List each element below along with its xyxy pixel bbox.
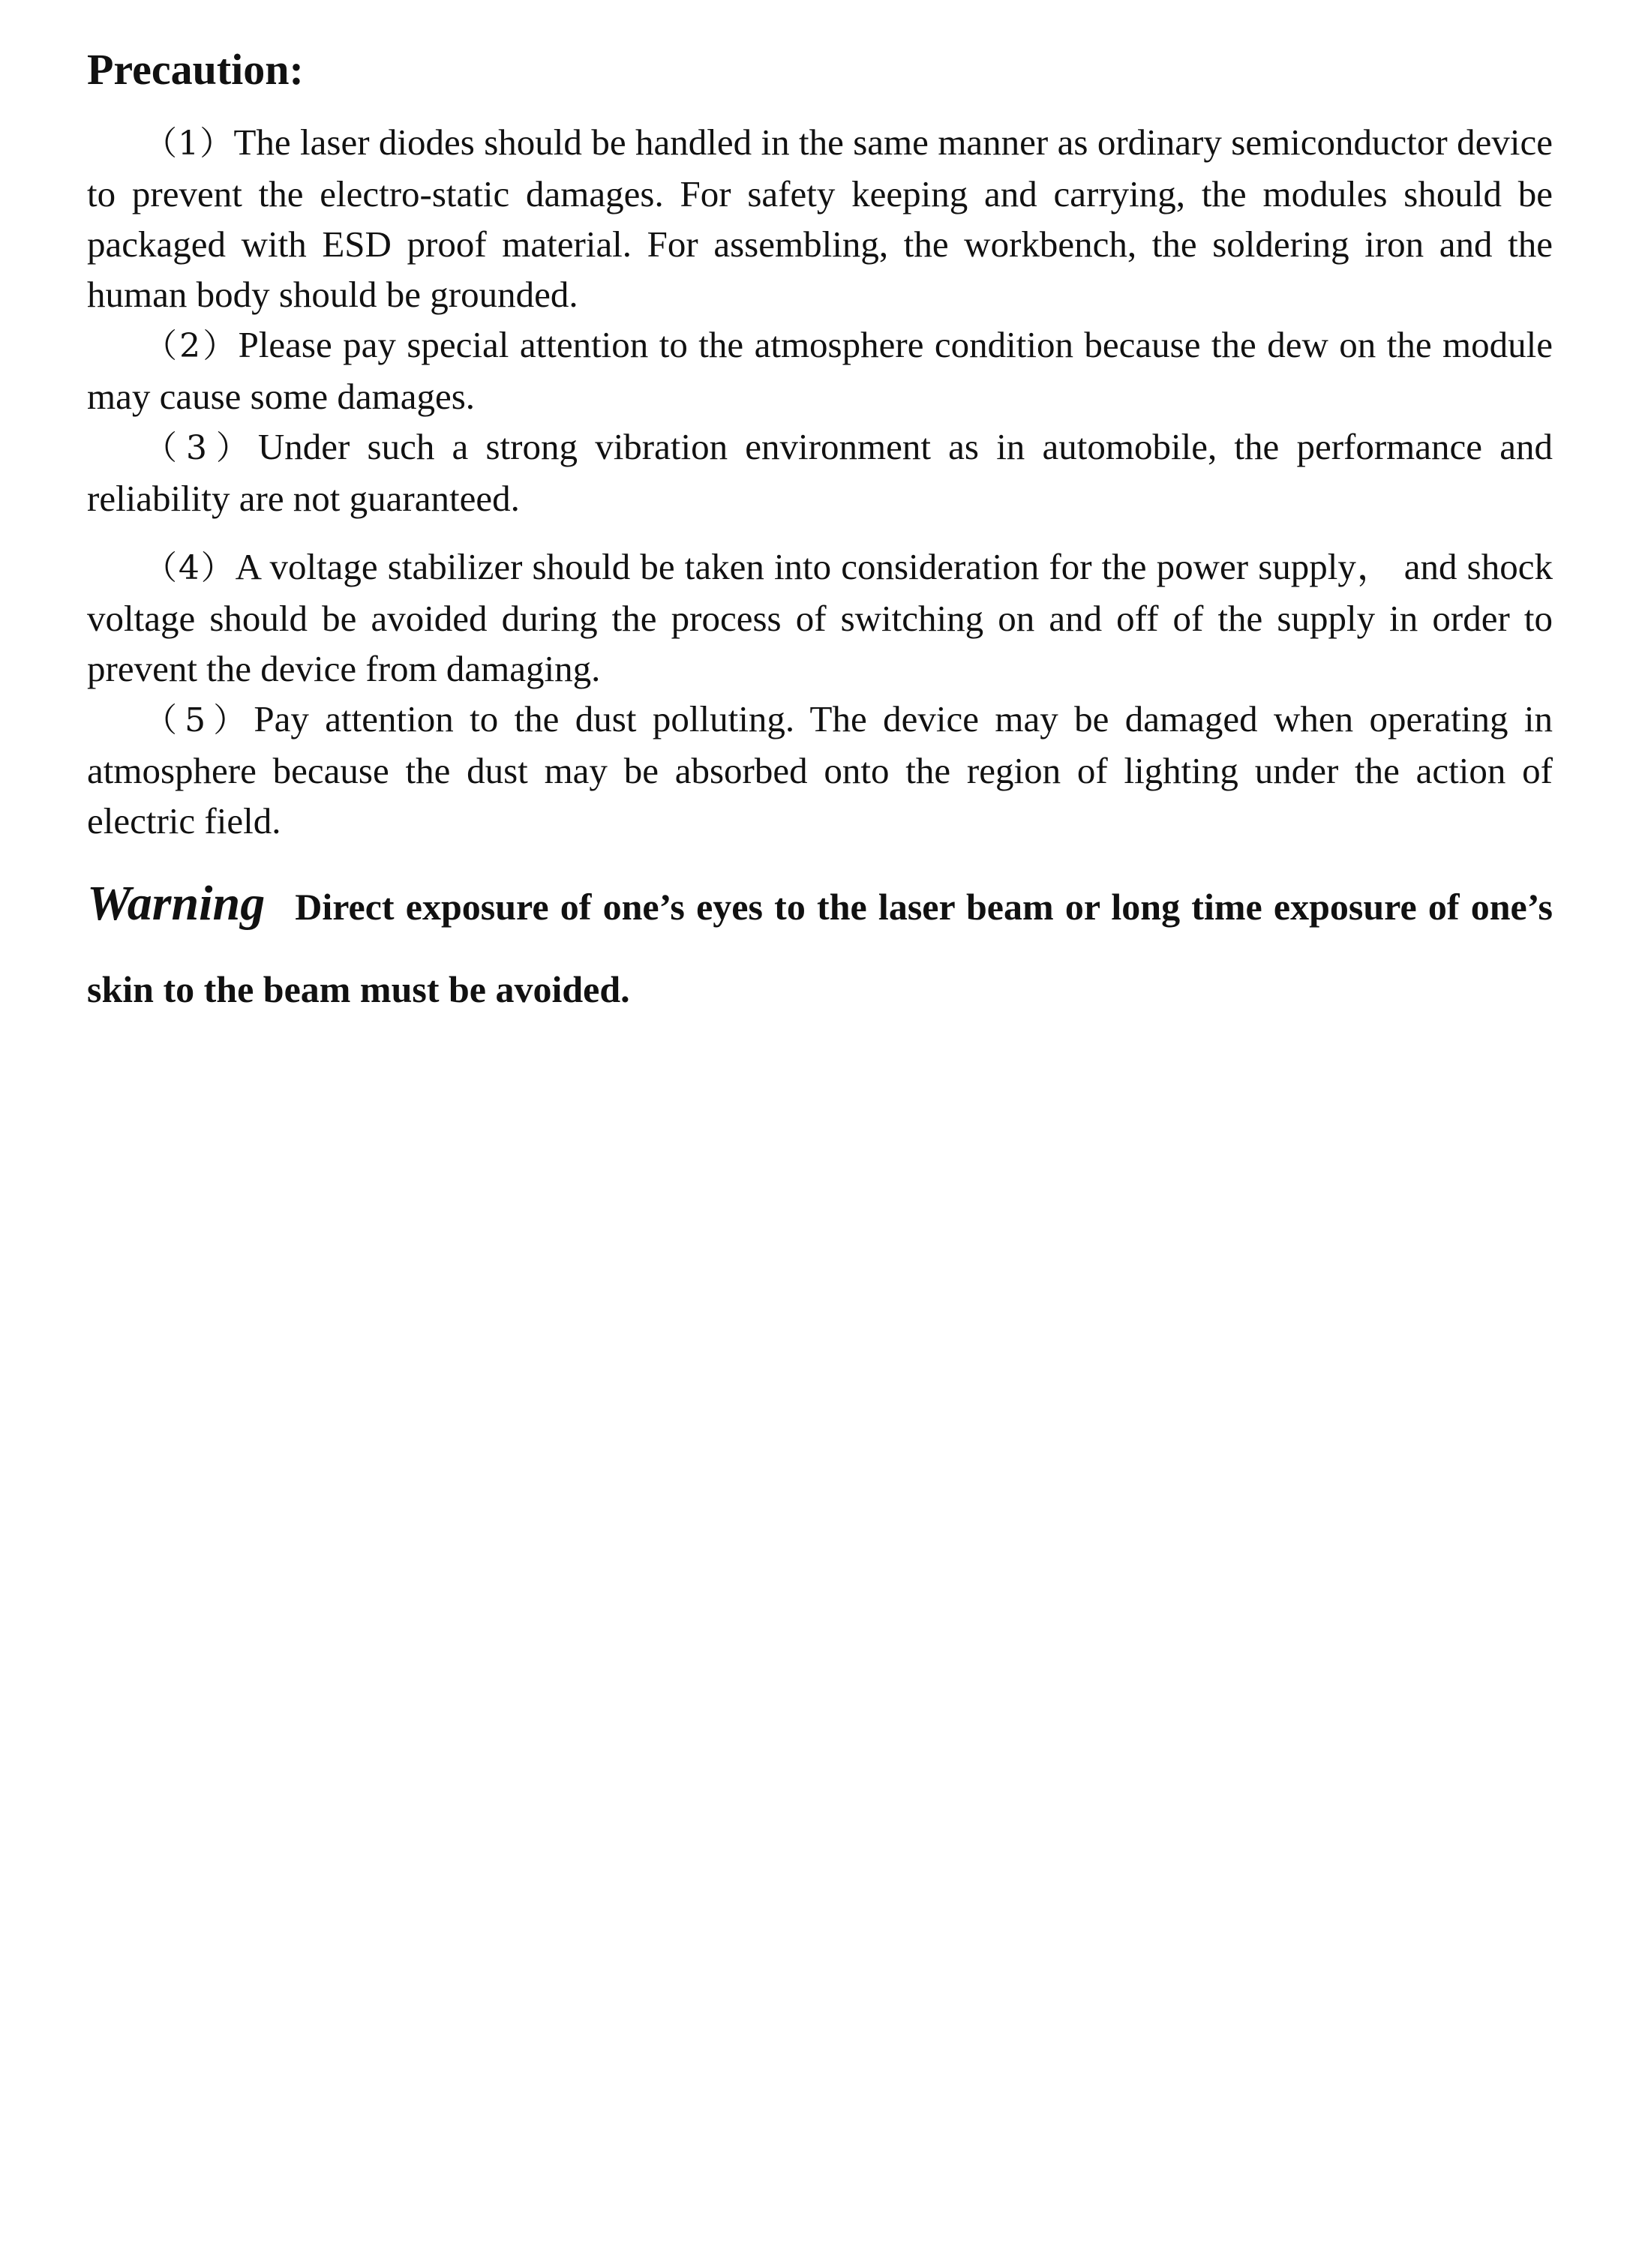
document-page <box>87 44 1553 1068</box>
warning-text: Direct exposure of one’s eyes to the laser beam or long time exposure of one’s skin to the beam must be avoided. <box>87 885 1553 1010</box>
precaution-item-2 <box>87 320 1553 422</box>
item-number: （3） <box>144 428 258 467</box>
item-text: Pay attention to the dust polluting. The device may be damaged when operating in atmosphere because the dust may be absorbed onto the region of lighting under the action of electric field. <box>87 698 1553 842</box>
warning-label: Warning <box>87 875 266 931</box>
item-number: （2） <box>144 326 239 365</box>
item-number: （1） <box>144 124 234 163</box>
item-text: The laser diodes should be handled in the same manner as ordinary semiconductor device to prevent the electro-static damages. For safety keeping and carrying, the modules should be packaged with ESD proof material. For assembling, the workbench, the soldering iron and the human body should be grounded. <box>87 121 1553 315</box>
precaution-item-5 <box>87 694 1553 846</box>
precaution-item-1 <box>87 117 1553 320</box>
item-text: Please pay special attention to the atmosphere condition because the dew on the module may cause some damages. <box>87 323 1553 417</box>
precaution-item-4 <box>87 542 1553 694</box>
warning-paragraph <box>87 862 1553 1030</box>
item-text: Under such a strong vibration environment as in automobile, the performance and reliability are not guaranteed. <box>87 425 1553 519</box>
item-text: A voltage stabilizer should be taken into consideration for the power supply， and shock voltage should be avoided during the process of switching on and off of the supply in order to prevent the device from damaging. <box>87 545 1553 689</box>
precaution-item-3 <box>87 422 1553 524</box>
item-number: （5） <box>144 700 254 740</box>
page-title: Precaution: <box>87 45 304 94</box>
item-number: （4） <box>144 548 236 587</box>
